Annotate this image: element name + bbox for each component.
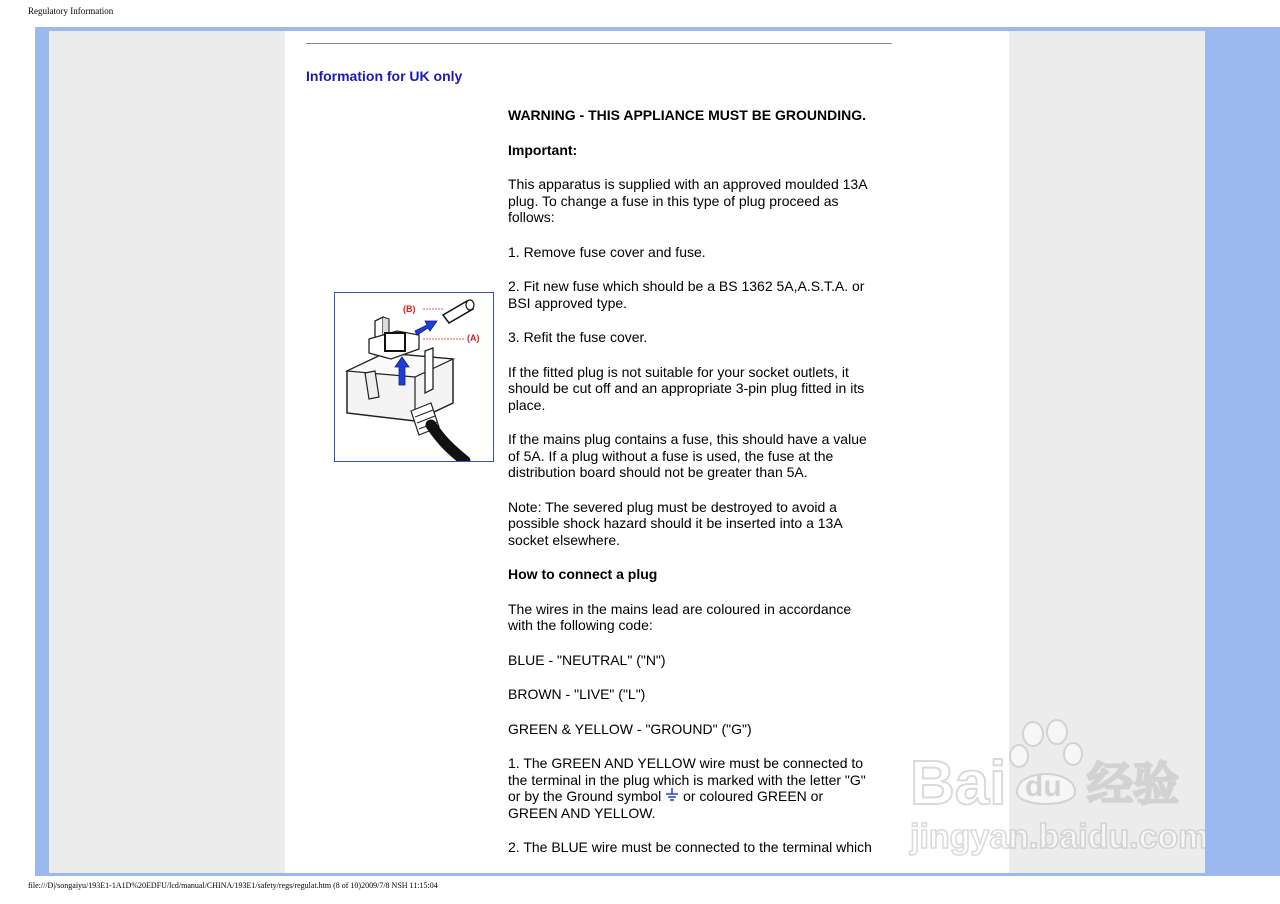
rule-1 (508, 755, 872, 821)
watermark-domain: jingyan.baidu.com (910, 818, 1205, 856)
rule-1-text-b: or coloured GREEN or GREEN AND YELLOW. (508, 788, 824, 821)
step-3: 3. Refit the fuse cover. (508, 329, 648, 345)
brown-wire-code: BROWN - "LIVE" ("L") (508, 686, 646, 702)
step-2: 2. Fit new fuse which should be a BS 1362 5A,A.S.T.A. or BSI approved type. (508, 278, 865, 311)
note-paragraph: Note: The severed plug must be destroyed to avoid a possible shock hazard should it be inserted into a 13A socket elsewhere. (508, 498, 842, 548)
baidu-paw-logo (905, 712, 1205, 862)
page-header: Regulatory Information (28, 6, 114, 16)
watermark-brand: Bai (910, 749, 1007, 818)
figure-label-b: (B) (403, 304, 416, 314)
plug-illustration (335, 293, 493, 461)
intro-paragraph: This apparatus is supplied with an approved moulded 13A plug. To change a fuse in this type of plug proceed as follows: (508, 176, 867, 225)
figure-label-a: (A) (467, 333, 480, 343)
watermark-chinese: 经验 (1087, 757, 1179, 811)
how-to-heading: How to connect a plug (508, 566, 658, 582)
page-footer: file:///D|/songaiyu/193E1-1A1D%20EDFU/lcd/manual/CHINA/193E1/safety/regs/regulat.htm (8 of 10)2009/7/8 NSH 11:15:04 (28, 881, 438, 890)
plug-fuse-figure (334, 292, 494, 462)
baidu-watermark (905, 712, 1205, 862)
rule-1-text-a: 1. The GREEN AND YELLOW wire must be connected to the terminal in the plug which is marked with the letter "G" or by the Ground symbol (508, 755, 866, 804)
rule-2: 2. The BLUE wire must be connected to the terminal which (508, 839, 872, 855)
important-heading: Important: (508, 141, 578, 158)
horizontal-rule (306, 43, 892, 44)
step-1: 1. Remove fuse cover and fuse. (508, 243, 706, 260)
ground-symbol-icon (665, 788, 679, 802)
unsuitable-plug-paragraph: If the fitted plug is not suitable for your socket outlets, it should be cut off and an appropriate 3-pin plug fitted in its place. (508, 363, 865, 413)
watermark-du: du (1025, 770, 1062, 803)
instructions-column (508, 107, 872, 874)
blue-wire-code: BLUE - "NEUTRAL" ("N") (508, 651, 666, 668)
fuse-value-paragraph: If the mains plug contains a fuse, this should have a value of 5A. If a plug without a fuse is used, the fuse at the distribution board should not be greater than 5A. (508, 431, 867, 480)
warning-text: WARNING - THIS APPLIANCE MUST BE GROUNDING. (508, 107, 867, 123)
green-wire-code: GREEN & YELLOW - "GROUND" ("G") (508, 720, 752, 737)
section-title: Information for UK only (306, 68, 463, 84)
wires-intro: The wires in the mains lead are coloured in accordance with the following code: (508, 600, 852, 633)
